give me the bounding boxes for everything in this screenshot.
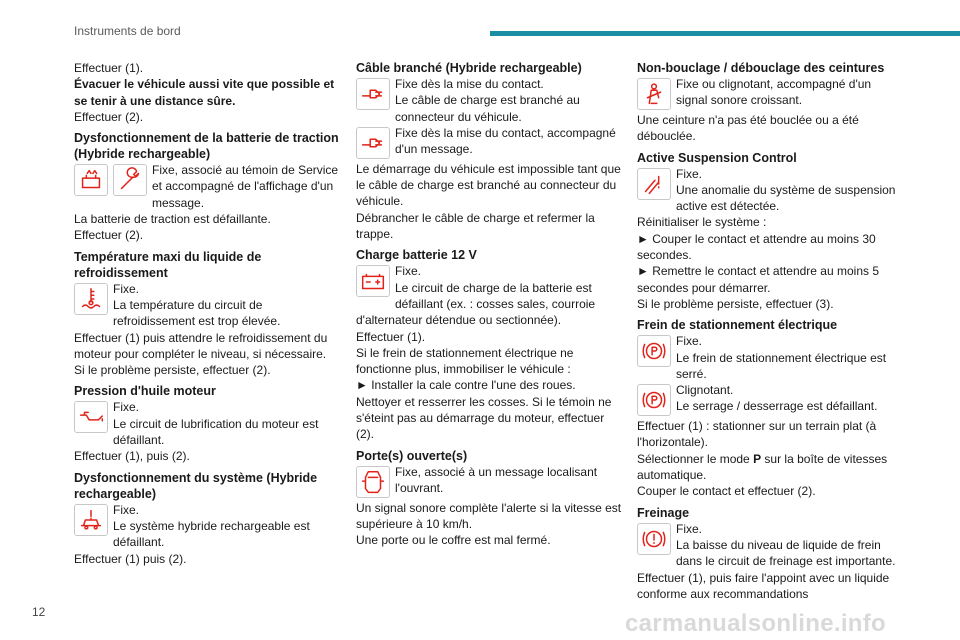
cable-line-1: Le démarrage du véhicule est impossible tant que le câble de charge est branché au connecteur du véhicule. <box>356 161 621 209</box>
battery-charge-icon <box>356 265 390 297</box>
intro-line-1: Effectuer (1). <box>74 61 144 75</box>
oil-line-1: Effectuer (1), puis (2). <box>74 449 190 464</box>
parking-brake-icon <box>637 335 671 367</box>
suspension-line-2: ► Couper le contact et attendre au moins 30 secondes. <box>637 231 876 263</box>
column-3 <box>637 60 905 602</box>
brake-line-1: Effectuer (1), puis faire l'appoint avec un liquide conforme aux recommandations <box>637 570 890 601</box>
section-title-suspension: Active Suspension Control <box>637 150 797 165</box>
seatbelt-icon <box>637 78 671 110</box>
service-wrench-icon <box>113 164 147 196</box>
section-title-parking-brake: Frein de stationnement électrique <box>637 318 838 333</box>
door-open-icon <box>356 466 390 498</box>
suspension-warning-icon <box>637 168 671 200</box>
battery-12v-text: Le circuit de charge de la batterie est défaillant (ex. : cosses sales, courroie d'alternateur détendue ou sectionnée). <box>356 280 596 328</box>
suspension-text: Une anomalie du système de suspension active est détectée. <box>676 182 896 214</box>
oil-text: Le circuit de lubrification du moteur est défaillant. <box>113 416 319 448</box>
watermark: carmanualsonline.info <box>625 610 887 637</box>
parking-brake-line-2 <box>637 451 905 484</box>
intro-line-3: Effectuer (2). <box>74 109 144 124</box>
intro-line-2: Évacuer le véhicule aussi vite que possible et se tenir à une distance sûre. <box>74 77 335 108</box>
section-title-seatbelt: Non-bouclage / débouclage des ceintures <box>637 61 885 75</box>
suspension-fix: Fixe. <box>676 166 703 181</box>
section-title-cable: Câble branché (Hybride rechargeable) <box>356 61 582 75</box>
hybrid-text: Le système hybride rechargeable est défaillant. <box>113 518 310 550</box>
header-title: Instruments de bord <box>74 24 181 38</box>
hybrid-fix: Fixe. <box>113 502 140 517</box>
section-title-coolant: Température maxi du liquide de refroidissement <box>74 249 262 280</box>
suspension-line-1: Réinitialiser le système : <box>637 215 767 230</box>
hybrid-line-1: Effectuer (1) puis (2). <box>74 551 187 566</box>
parking-brake-fix: Fixe. <box>676 334 703 349</box>
brake-fix: Fixe. <box>676 521 703 536</box>
traction-battery-icon <box>74 164 108 196</box>
section-title-battery-12v: Charge batterie 12 V <box>356 248 477 263</box>
section-title-door: Porte(s) ouverte(s) <box>356 448 468 463</box>
section-title-brake: Freinage <box>637 505 690 520</box>
seatbelt-line-1: Une ceinture n'a pas été bouclée ou a été débouclée. <box>637 113 859 144</box>
column-1 <box>74 60 342 567</box>
traction-battery-line-1: La batterie de traction est défaillante. <box>74 212 271 227</box>
parking-brake-line-3: Couper le contact et effectuer (2). <box>637 484 816 499</box>
hybrid-system-icon <box>74 504 108 536</box>
coolant-text: La température du circuit de refroidissement est trop élevée. <box>113 297 281 329</box>
battery-12v-fix: Fixe. <box>395 264 422 279</box>
battery-12v-line-2: Si le frein de stationnement électrique ne fonctionne plus, immobiliser le véhicule : <box>356 345 574 377</box>
coolant-fix: Fixe. <box>113 281 140 296</box>
charging-cable-icon <box>356 78 390 110</box>
parking-brake-text-2: Le serrage / desserrage est défaillant. <box>676 399 878 414</box>
parking-brake-line-2c: sur la boîte de vitesses automatique. <box>637 451 888 483</box>
traction-battery-line-2: Effectuer (2). <box>74 228 144 243</box>
parking-brake-blink: Clignotant. <box>676 383 734 398</box>
battery-12v-line-1: Effectuer (1). <box>356 329 426 344</box>
parking-brake-line-1: Effectuer (1) : stationner sur un terrain plat (à l'horizontale). <box>637 419 877 450</box>
battery-12v-line-4: Nettoyer et resserrer les cosses. Si le témoin ne s'éteint pas au démarrage du moteur, effectuer (2). <box>356 394 612 442</box>
charging-cable-icon-2 <box>356 127 390 159</box>
cable-line-2: Débrancher le câble de charge et refermer la trappe. <box>356 210 595 242</box>
section-title-hybrid: Dysfonctionnement du système (Hybride rechargeable) <box>74 470 318 501</box>
oil-fix: Fixe. <box>113 400 140 415</box>
door-line-1: Un signal sonore complète l'alerte si la vitesse est supérieure à 10 km/h. <box>356 500 622 531</box>
coolant-temperature-icon <box>74 283 108 315</box>
cable-text-2: Fixe dès la mise du contact, accompagné d'un message. <box>395 125 616 157</box>
coolant-line-2: Si le problème persiste, effectuer (2). <box>74 363 271 378</box>
brake-text: La baisse du niveau de liquide de frein dans le circuit de freinage est importante. <box>676 537 896 569</box>
traction-battery-text: Fixe, associé au témoin de Service et accompagné de l'affichage d'un message. <box>152 163 339 210</box>
cable-text-1: Le câble de charge est branché au connecteur du véhicule. <box>395 93 580 124</box>
parking-brake-icon-2 <box>637 384 671 416</box>
brake-warning-icon <box>637 523 671 555</box>
coolant-line-1: Effectuer (1) puis attendre le refroidissement du moteur pour compléter le niveau, si nécessaire. <box>74 330 328 361</box>
section-title-oil: Pression d'huile moteur <box>74 384 216 399</box>
section-title-traction-battery: Dysfonctionnement de la batterie de traction (Hybride rechargeable) <box>74 131 339 162</box>
parking-brake-mode-p: P <box>753 451 762 466</box>
cable-fix-1: Fixe dès la mise du contact. <box>395 77 544 91</box>
parking-brake-text: Le frein de stationnement électrique est serré. <box>676 350 887 381</box>
parking-brake-line-2a: Sélectionner le mode <box>637 451 754 466</box>
suspension-line-4: Si le problème persiste, effectuer (3). <box>637 296 834 311</box>
battery-12v-line-3: ► Installer la cale contre l'une des roues. <box>356 378 576 393</box>
oil-pressure-icon <box>74 401 108 433</box>
column-2 <box>356 60 624 549</box>
header-accent-bar <box>490 31 960 36</box>
door-text: Fixe, associé à un message localisant l'ouvrant. <box>395 464 598 495</box>
door-line-2: Une porte ou le coffre est mal fermé. <box>356 533 551 548</box>
suspension-line-3: ► Remettre le contact et attendre au moins 5 secondes pour démarrer. <box>637 264 879 295</box>
seatbelt-text: Fixe ou clignotant, accompagné d'un signal sonore croissant. <box>676 77 872 108</box>
page-number: 12 <box>32 605 46 619</box>
